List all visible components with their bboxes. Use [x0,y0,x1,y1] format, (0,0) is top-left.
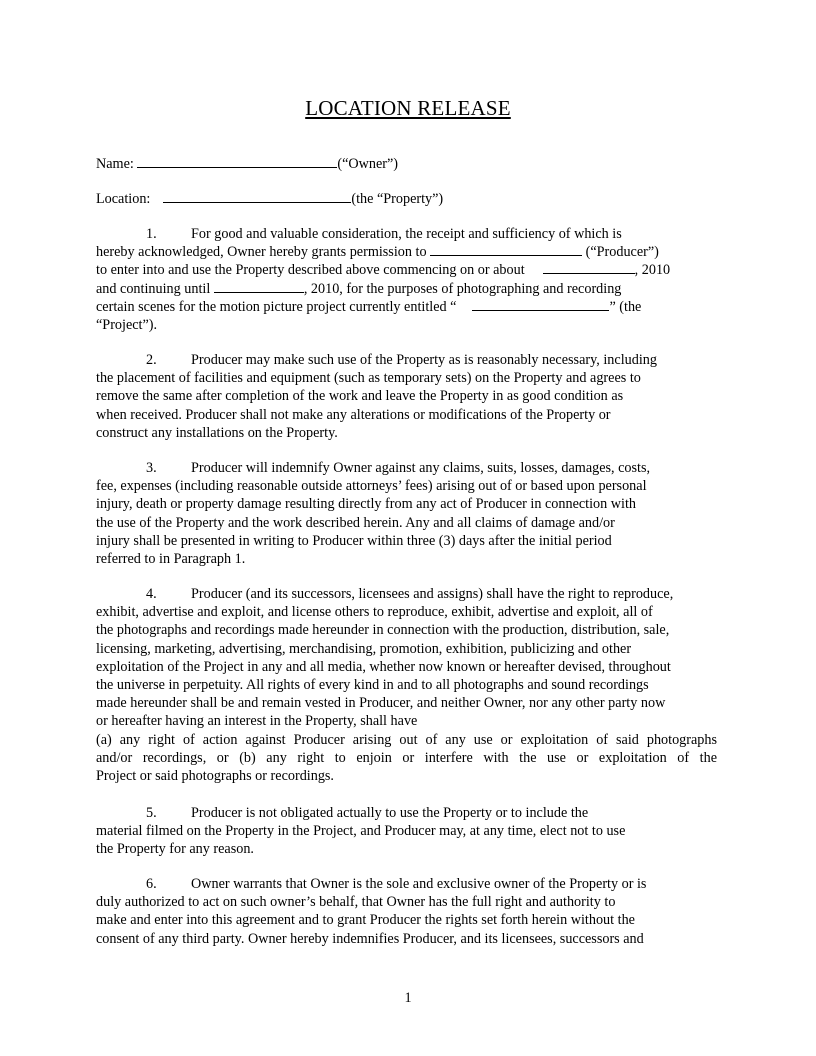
paragraph-line: when received. Producer shall not make any alterations or modifications of the Property or [96,406,611,423]
paragraph-line: exhibit, advertise and exploit, and license others to reproduce, exhibit, advertise and exploit, all of [96,604,653,621]
paragraph-line: exploitation of the Project in any and all media, whether now known or hereafter devised, throughout [96,658,671,675]
paragraph-6 [96,875,717,948]
name-blank[interactable] [137,155,337,168]
paragraph-line: 5. Producer is not obligated actually to use the Property or to include the [146,805,589,821]
paragraph-line: the placement of facilities and equipment (such as temporary sets) on the Property and agrees to [96,370,641,387]
end-date-blank[interactable] [214,280,304,293]
owner-tag: (“Owner”) [337,156,399,172]
producer-blank[interactable] [430,243,582,256]
location-label: Location: [96,191,151,207]
paragraph-line: the Property for any reason. [96,841,254,858]
paragraph-line: 4. Producer (and its successors, licensees and assigns) shall have the right to reproduce, [146,586,674,602]
location-blank[interactable] [163,190,351,203]
paragraph-4 [96,585,717,785]
paragraph-3 [96,459,717,568]
paragraph-line: licensing, marketing, advertising, merchandising, promotion, exhibition, publicizing and other [96,640,632,657]
paragraph-line: 3. Producer will indemnify Owner against any claims, suits, losses, damages, costs, [146,460,651,476]
paragraph-number: 4. [146,586,157,602]
property-tag: (the “Property”) [351,191,444,207]
paragraph-line: and continuing until , 2010, for the purposes of photographing and recording [96,280,622,297]
paragraph-line: Project or said photographs or recordings. [96,768,334,785]
paragraph-number: 3. [146,460,157,476]
paragraph-line: injury shall be presented in writing to Producer within three (3) days after the initial period [96,532,612,549]
name-line [96,155,398,173]
paragraph-line: remove the same after completion of the work and leave the Property in as good condition as [96,388,624,405]
paragraph-line: construct any installations on the Property. [96,424,338,441]
paragraph-number: 5. [146,805,157,821]
paragraph-line: certain scenes for the motion picture project currently entitled “ ” (the [96,298,642,315]
document-title: LOCATION RELEASE [305,96,511,120]
paragraph-line: injury, death or property damage resulting directly from any act of Producer in connection with [96,496,637,513]
paragraph-line: 1. For good and valuable consideration, the receipt and sufficiency of which is [146,226,622,242]
paragraph-line: referred to in Paragraph 1. [96,551,246,568]
paragraph-line: the photographs and recordings made hereunder in connection with the production, distribution, sale, [96,622,670,639]
paragraph-line: fee, expenses (including reasonable outside attorneys’ fees) arising out of or based upon personal [96,478,647,495]
paragraph-line: the use of the Property and the work described herein. Any and all claims of damage and/or [96,514,615,531]
paragraph-5 [96,804,717,859]
paragraph-line: “Project”). [96,317,158,334]
paragraph-line: 2. Producer may make such use of the Property as is reasonably necessary, including [146,352,657,368]
paragraph-line: consent of any third party. Owner hereby indemnifies Producer, and its licensees, successors and [96,930,644,947]
paragraph-line: made hereunder shall be and remain vested in Producer, and neither Owner, nor any other party now [96,695,666,712]
project-title-blank[interactable] [472,298,609,311]
paragraph-line: duly authorized to act on such owner’s behalf, that Owner has the full right and authority to [96,894,616,911]
paragraph-line: material filmed on the Property in the Project, and Producer may, at any time, elect not to use [96,823,626,840]
paragraph-line: 6. Owner warrants that Owner is the sole and exclusive owner of the Property or is [146,876,647,892]
paragraph-number: 1. [146,226,157,242]
paragraph-line: and/or recordings, or (b) any right to enjoin or interfere with the use or exploitation of the [96,749,717,766]
paragraph-line: hereby acknowledged, Owner hereby grants permission to (“Producer”) [96,244,659,261]
paragraph-number: 2. [146,352,157,368]
paragraph-line: make and enter into this agreement and to grant Producer the rights set forth herein without the [96,912,635,929]
name-label: Name: [96,156,134,172]
paragraph-1 [96,225,717,334]
paragraph-line: the universe in perpetuity. All rights of every kind in and to all photographs and sound recordings [96,677,649,694]
paragraph-2 [96,351,717,442]
location-line [96,190,443,208]
paragraph-line: to enter into and use the Property described above commencing on or about , 2010 [96,262,671,279]
start-date-blank[interactable] [543,261,635,274]
paragraph-number: 6. [146,876,157,892]
page-number: 1 [404,990,412,1006]
paragraph-line: (a) any right of action against Producer arising out of any use or exploitation of said photographs [96,731,717,748]
paragraph-line: or hereafter having an interest in the Property, shall have [96,713,418,730]
